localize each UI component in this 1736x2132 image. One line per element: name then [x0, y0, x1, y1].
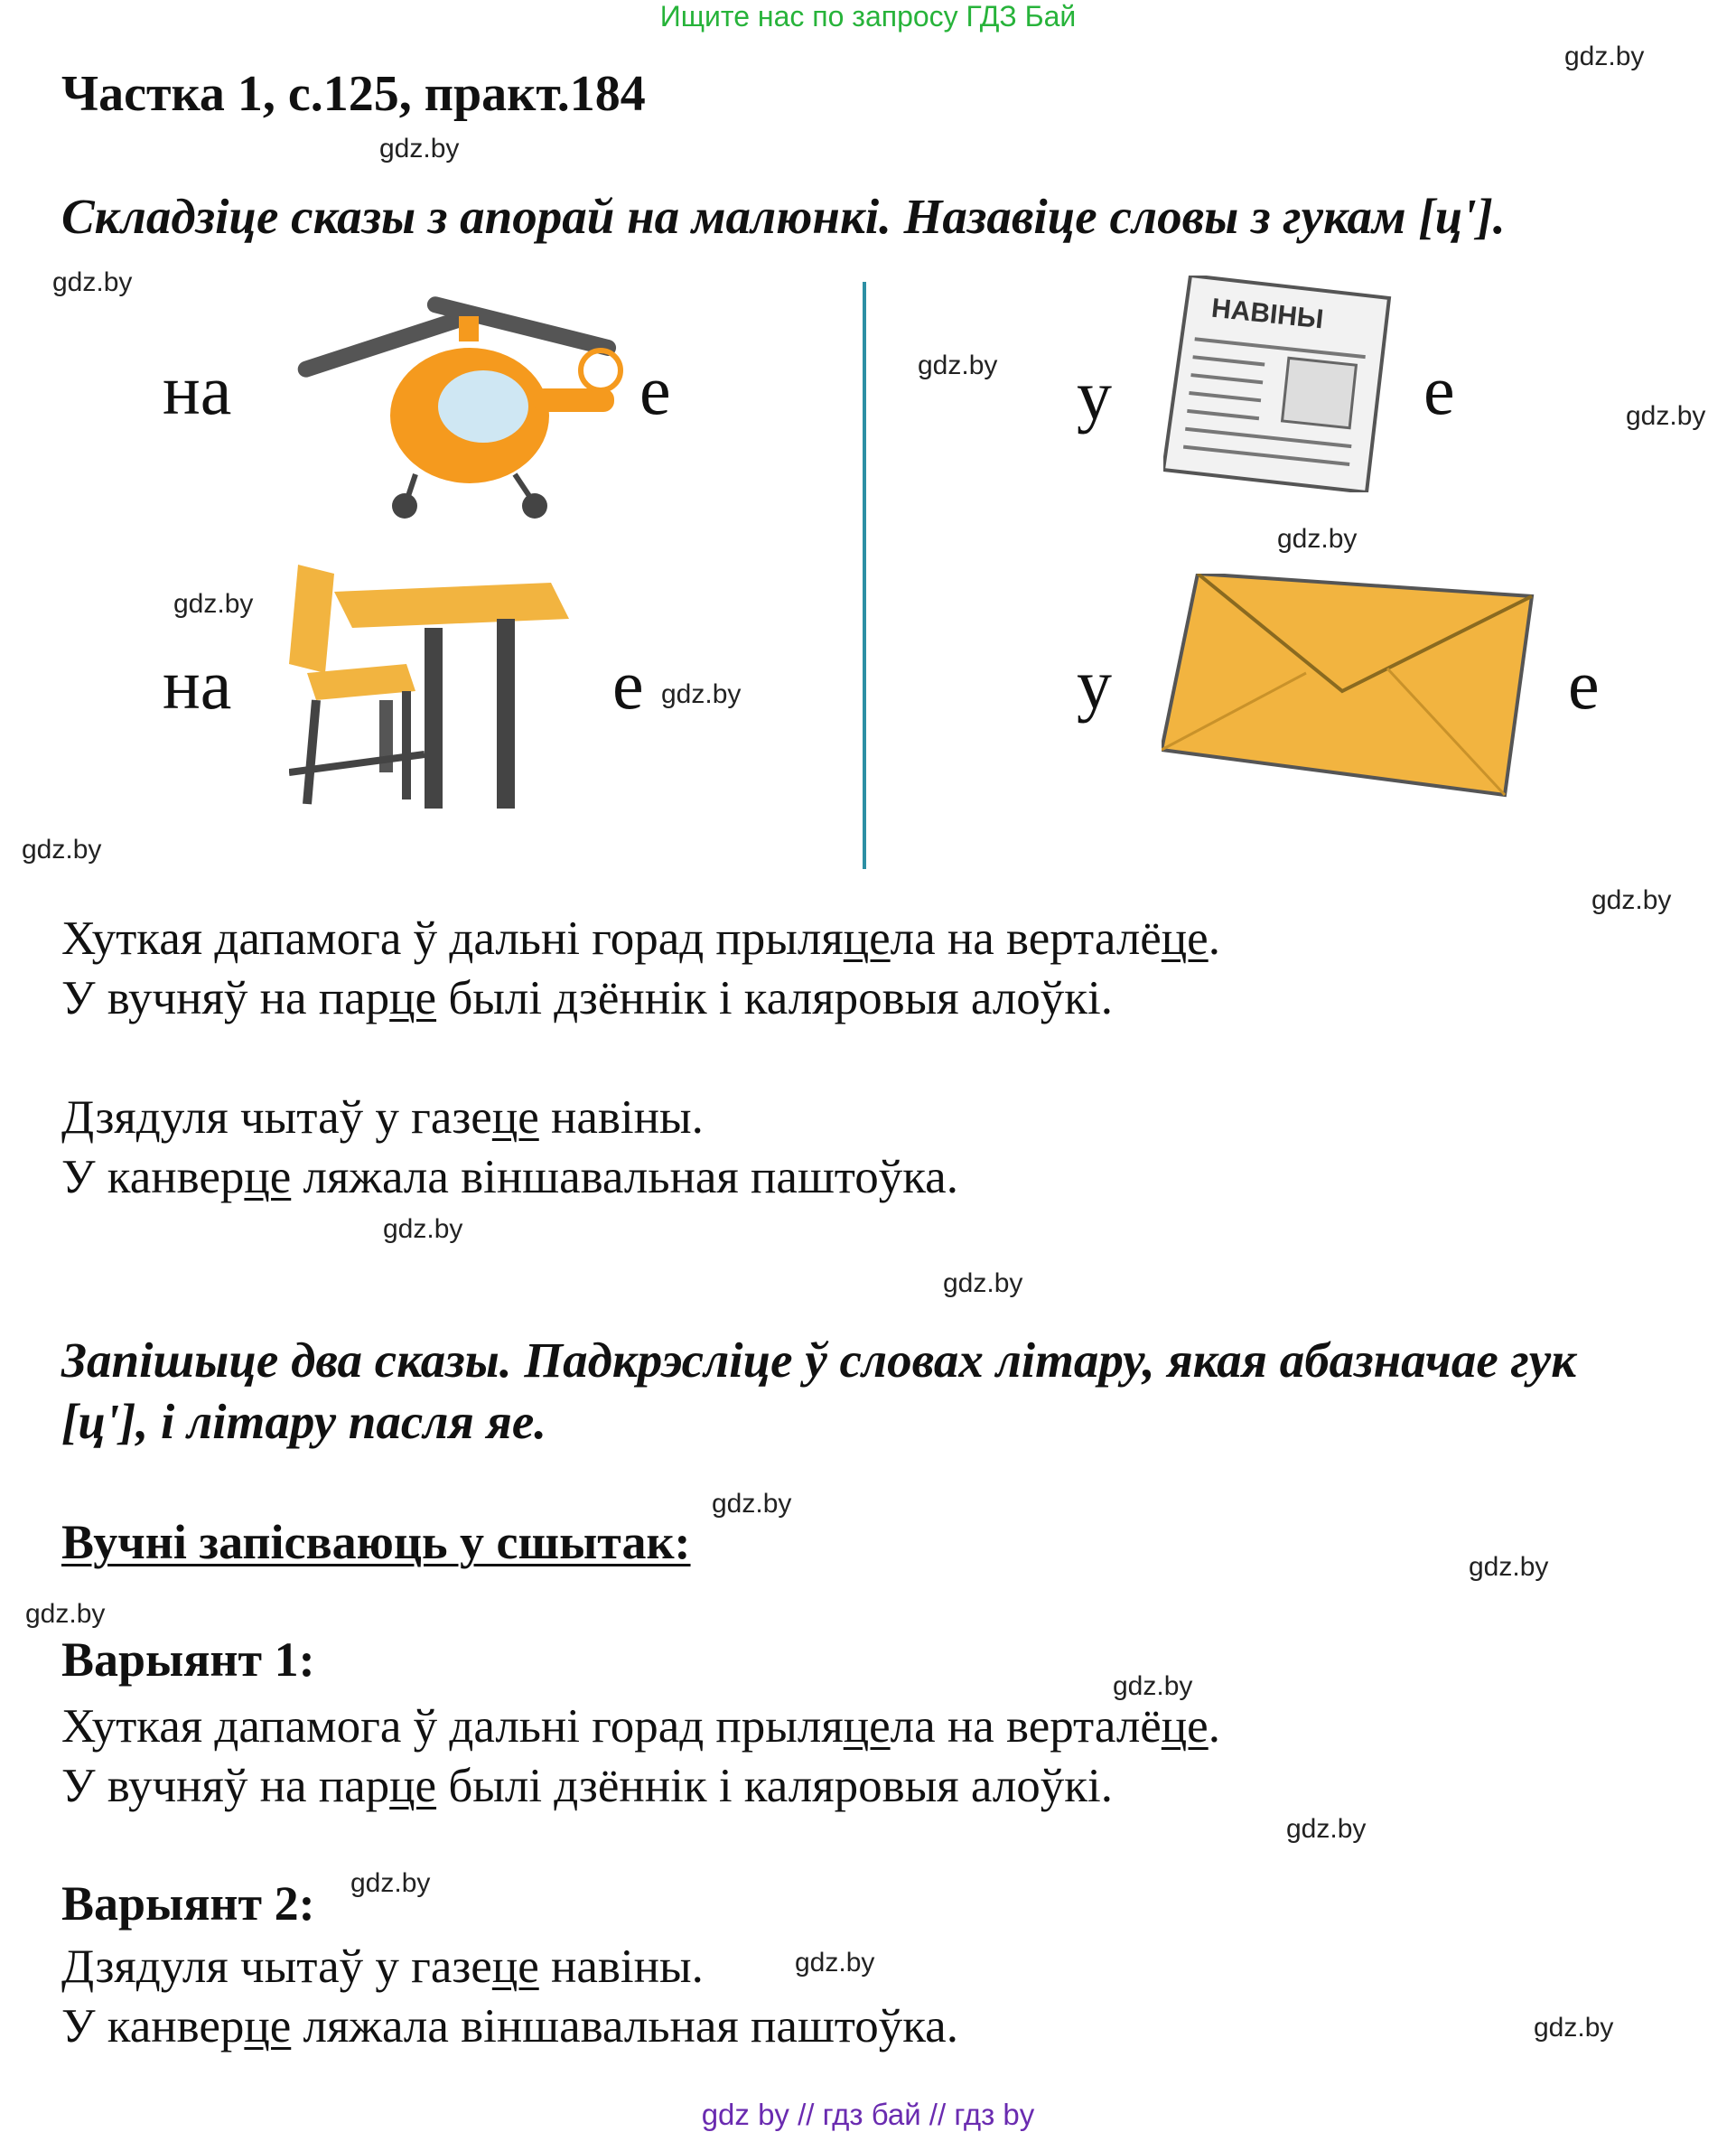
label-helicopter-right: е: [639, 351, 671, 429]
watermark: gdz.by: [1286, 1814, 1367, 1844]
watermark: gdz.by: [1534, 2013, 1614, 2043]
variant-1-heading: Варыянт 1:: [61, 1632, 315, 1687]
task-2-line-2: [ц'], і літару пасля яе.: [61, 1394, 547, 1449]
watermark: gdz.by: [1626, 401, 1706, 431]
sentence-envelope: У канверце ляжала віншавальная паштоўка.: [61, 1151, 958, 1203]
footer-links: gdz by // гдз бай // гдз by: [701, 2098, 1035, 2131]
newspaper-heading: НАВІНЫ: [1209, 293, 1325, 335]
newspaper-picture: [1163, 276, 1394, 492]
task-1-text: Складзіце сказы з апорай на малюнкі. Назавіце словы з гукам [ц'].: [61, 189, 1506, 244]
variant-2-sentence-1: Дзядуля чытаў у газеце навіны.: [61, 1940, 704, 1993]
watermark: gdz.by: [918, 351, 998, 380]
watermark: gdz.by: [943, 1268, 1023, 1298]
envelope-picture: [1162, 574, 1541, 800]
watermark: gdz.by: [1564, 42, 1645, 71]
label-newspaper-left: у: [1077, 356, 1112, 435]
label-desk-right: е: [612, 645, 644, 724]
variant-2-heading: Варыянт 2:: [61, 1876, 315, 1931]
watermark: gdz.by: [661, 679, 742, 709]
watermark: gdz.by: [1113, 1671, 1193, 1701]
watermark: gdz.by: [25, 1599, 106, 1629]
watermark: gdz.by: [379, 134, 460, 164]
watermark: gdz.by: [1591, 885, 1672, 915]
label-newspaper-right: е: [1423, 351, 1455, 429]
sentence-helicopter: Хуткая дапамога ў дальні горад прыляцела на верталёце.: [61, 912, 1220, 965]
variant-1-sentence-1: Хуткая дапамога ў дальні горад прыляцела на верталёце.: [61, 1700, 1220, 1753]
watermark: gdz.by: [383, 1214, 463, 1244]
label-envelope-right: е: [1568, 645, 1600, 724]
variant-2-sentence-2: У канверце ляжала віншавальная паштоўка.: [61, 2000, 958, 2053]
sentence-desk: У вучняў на парце былі дзённік і каляровыя алоўкі.: [61, 972, 1113, 1024]
variant-1-sentence-2: У вучняў на парце былі дзённік і каляровыя алоўкі.: [61, 1760, 1113, 1812]
top-banner: Ищите нас по запросу ГДЗ Бай: [659, 0, 1077, 33]
sentence-newspaper: Дзядуля чытаў у газеце навіны.: [61, 1091, 704, 1144]
watermark: gdz.by: [22, 835, 102, 865]
picture-divider: [863, 282, 866, 869]
task-2-line-1: Запішыце два сказы. Падкрэсліце ў словах літару, якая абазначае гук: [61, 1332, 1577, 1388]
watermark: gdz.by: [712, 1489, 792, 1519]
watermark: gdz.by: [52, 267, 133, 297]
watermark: gdz.by: [1469, 1552, 1549, 1582]
watermark: gdz.by: [795, 1948, 875, 1978]
watermark: gdz.by: [173, 589, 254, 619]
page-title: Частка 1, с.125, практ.184: [61, 66, 646, 122]
label-helicopter-left: на: [163, 351, 232, 429]
watermark: gdz.by: [350, 1868, 431, 1898]
desk-picture: [289, 565, 569, 809]
label-envelope-left: у: [1077, 645, 1112, 724]
helicopter-picture: [289, 280, 623, 524]
label-desk-left: на: [163, 645, 232, 724]
notebook-heading: Вучні запісваюць у сшытак:: [61, 1515, 691, 1569]
watermark: gdz.by: [1277, 524, 1358, 554]
